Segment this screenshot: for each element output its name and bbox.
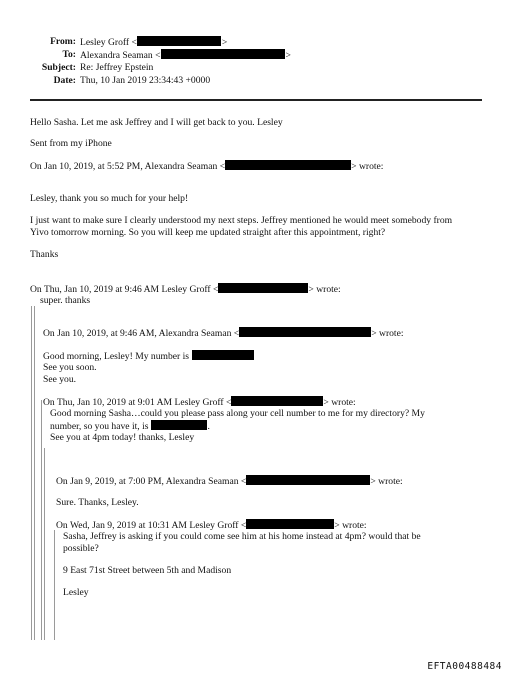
greeting-line: Hello Sasha. Let me ask Jeffrey and I will get back to you. Lesley bbox=[30, 117, 283, 128]
subject-label: Subject: bbox=[41, 62, 76, 73]
wrote-suffix: > wrote: bbox=[370, 476, 403, 487]
quote3-line1 bbox=[43, 350, 254, 362]
redaction-box bbox=[151, 420, 210, 432]
wrote-suffix: > wrote: bbox=[351, 161, 384, 172]
quote5-line1: Sure. Thanks, Lesley. bbox=[56, 497, 139, 508]
quote3-line2: See you soon. bbox=[43, 362, 97, 373]
quote3-line3: See you. bbox=[43, 374, 77, 385]
quote-header-text: On Thu, Jan 10, 2019 at 9:01 AM Lesley Groff < bbox=[43, 397, 232, 408]
quote-bar-level5 bbox=[54, 530, 55, 640]
wrote-suffix: > wrote: bbox=[334, 520, 367, 531]
bates-number: EFTA00488484 bbox=[427, 661, 502, 672]
quote1-line2b: Yivo tomorrow morning. So you will keep me updated straight after this appointment, right? bbox=[30, 227, 386, 238]
redaction-box bbox=[192, 350, 254, 360]
redaction-box bbox=[137, 36, 221, 46]
quote-bar-level2 bbox=[34, 306, 35, 640]
quote-bar-level4 bbox=[44, 448, 45, 640]
quote4-line1: Good morning Sasha…could you please pass along your cell number to me for my directory? My bbox=[50, 408, 425, 419]
quote1-header bbox=[30, 160, 383, 172]
quote1-line2a: I just want to make sure I clearly understood my next steps. Jeffrey mentioned he would meet somebody from bbox=[30, 215, 453, 226]
quote5-header bbox=[56, 475, 403, 487]
quote6-line1b: possible? bbox=[63, 543, 99, 554]
quote-header-text: On Thu, Jan 10, 2019 at 9:46 AM Lesley Groff < bbox=[30, 284, 219, 295]
quote2-header bbox=[30, 283, 341, 295]
period: . bbox=[207, 421, 210, 432]
quote6-line1a: Sasha, Jeffrey is asking if you could come see him at his home instead at 4pm? would that be bbox=[63, 531, 421, 542]
from-name: Lesley Groff < bbox=[80, 37, 137, 48]
redaction-box bbox=[239, 327, 371, 337]
sent-from-line: Sent from my iPhone bbox=[30, 138, 112, 149]
redaction-box bbox=[246, 519, 334, 529]
redaction-box bbox=[218, 283, 308, 293]
header-divider bbox=[30, 99, 482, 101]
quote1-line1: Lesley, thank you so much for your help! bbox=[30, 193, 189, 204]
redaction-box bbox=[161, 49, 285, 59]
quote6-line2: 9 East 71st Street between 5th and Madison bbox=[63, 565, 232, 576]
angle-bracket: > bbox=[221, 37, 228, 48]
redaction-box bbox=[246, 475, 370, 485]
redaction-box bbox=[231, 396, 323, 406]
quote1-line3: Thanks bbox=[30, 249, 59, 260]
to-value bbox=[80, 49, 291, 61]
angle-bracket: > bbox=[285, 50, 291, 61]
quote6-line3: Lesley bbox=[63, 587, 89, 598]
from-label: From: bbox=[50, 36, 76, 47]
wrote-suffix: > wrote: bbox=[308, 284, 341, 295]
from-value bbox=[80, 36, 227, 48]
to-name: Alexandra Seaman < bbox=[80, 50, 161, 61]
redaction-box bbox=[225, 160, 351, 170]
quote-bar-level1 bbox=[31, 306, 32, 640]
quote-header-text: On Jan 10, 2019, at 5:52 PM, Alexandra Seaman < bbox=[30, 161, 226, 172]
quote3-header bbox=[43, 327, 404, 339]
quote2-line1: super. thanks bbox=[40, 295, 91, 306]
quote6-header bbox=[56, 519, 367, 531]
date-label: Date: bbox=[53, 75, 76, 86]
date-value: Thu, 10 Jan 2019 23:34:43 +0000 bbox=[80, 75, 211, 86]
quote4-header bbox=[43, 396, 356, 408]
quote-bar-level3 bbox=[41, 400, 42, 640]
quote-header-text: On Jan 10, 2019, at 9:46 AM, Alexandra Seaman < bbox=[43, 328, 240, 339]
quote4-line2 bbox=[50, 420, 210, 432]
quote3-number-text: Good morning, Lesley! My number is bbox=[43, 351, 190, 362]
wrote-suffix: > wrote: bbox=[371, 328, 404, 339]
to-label: To: bbox=[62, 49, 76, 60]
quote4-line3: See you at 4pm today! thanks, Lesley bbox=[50, 432, 195, 443]
wrote-suffix: > wrote: bbox=[323, 397, 356, 408]
quote-header-text: On Wed, Jan 9, 2019 at 10:31 AM Lesley Groff < bbox=[56, 520, 247, 531]
subject-value: Re: Jeffrey Epstein bbox=[80, 62, 154, 73]
quote4-number-text: number, so you have it, is bbox=[50, 421, 149, 432]
quote-header-text: On Jan 9, 2019, at 7:00 PM, Alexandra Seaman < bbox=[56, 476, 247, 487]
